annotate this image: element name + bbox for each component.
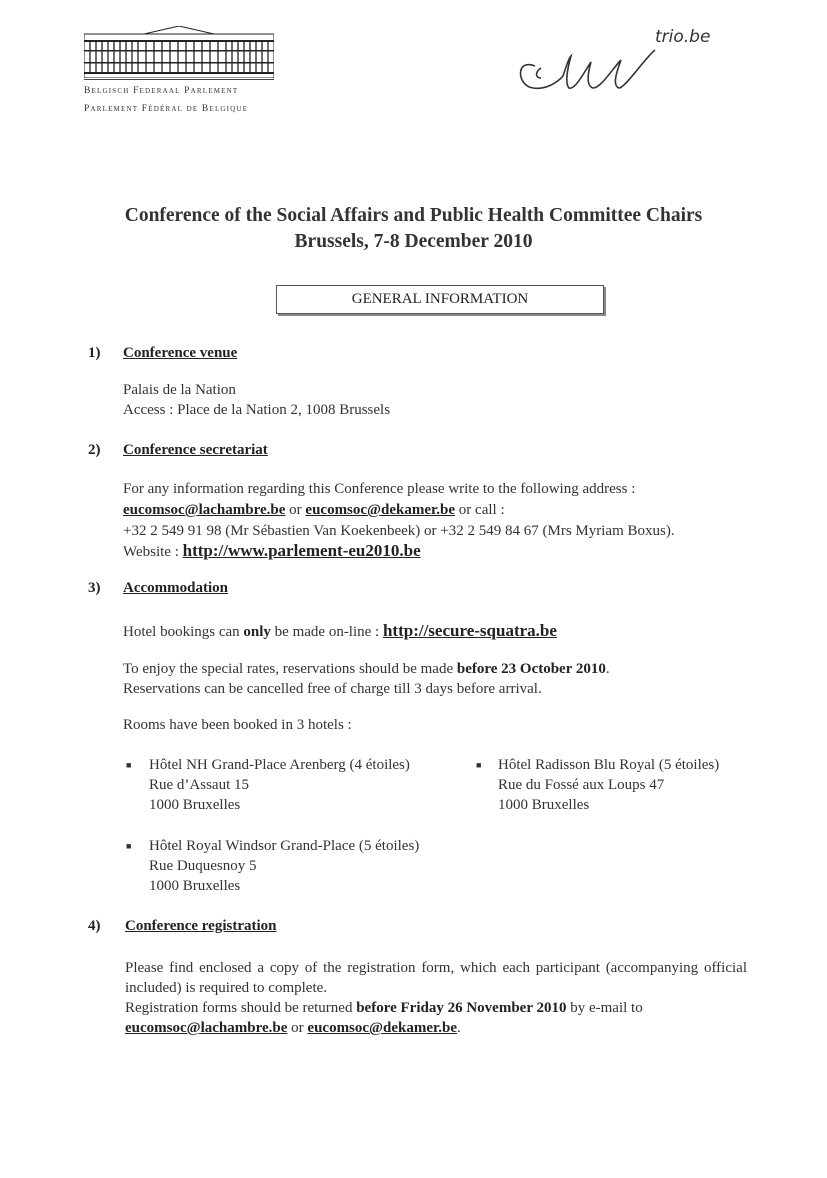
hotel-city: 1000 Bruxelles — [498, 797, 590, 813]
section-heading-accommodation: Accommodation — [123, 580, 228, 596]
registration-text-post: by e-mail to — [566, 1000, 643, 1016]
secretariat-phones: +32 2 549 91 98 (Mr Sébastien Van Koekenbeek) or +32 2 549 84 67 (Mrs Myriam Boxus). — [123, 523, 675, 539]
rates-text: To enjoy the special rates, reservations should be made — [123, 661, 457, 677]
registration-text: Registration forms should be returned — [125, 1000, 357, 1016]
section-number: 4) — [88, 918, 101, 934]
website-label: Website : — [123, 544, 183, 560]
bullet-icon: ■ — [126, 760, 132, 770]
venue-name: Palais de la Nation — [123, 382, 236, 398]
registration-deadline-info — [125, 998, 747, 1038]
hotel-city: 1000 Bruxelles — [149, 878, 241, 894]
registration-end: . — [457, 1020, 461, 1036]
booking-link[interactable]: http://secure-squatra.be — [382, 621, 557, 640]
rates-deadline: before 23 October 2010 — [456, 661, 606, 677]
section-heading-venue: Conference venue — [123, 345, 238, 361]
hotel-street: Rue du Fossé aux Loups 47 — [498, 777, 665, 793]
or-call-text: or call : — [455, 502, 505, 518]
hotel-name: Hôtel Radisson Blu Royal (5 étoiles) — [498, 757, 720, 773]
hotel-name: Hôtel NH Grand-Place Arenberg (4 étoiles) — [149, 757, 410, 773]
booking-only: only — [243, 624, 271, 640]
document-title: Conference of the Social Affairs and Public Health Committee Chairs — [124, 205, 703, 226]
email-link-lachambre[interactable]: eucomsoc@lachambre.be — [123, 502, 286, 518]
email-link-lachambre[interactable]: eucomsoc@lachambre.be — [125, 1020, 288, 1036]
secretariat-intro: For any information regarding this Conference please write to the following address : — [123, 481, 636, 497]
email-link-dekamer[interactable]: eucomsoc@dekamer.be — [307, 1020, 458, 1036]
email-link-dekamer[interactable]: eucomsoc@dekamer.be — [305, 502, 456, 518]
booking-text-mid: be made on-line : — [270, 624, 383, 640]
hotel-name: Hôtel Royal Windsor Grand-Place (5 étoiles) — [149, 838, 420, 854]
cancellation-info: Reservations can be cancelled free of charge till 3 days before arrival. — [123, 681, 542, 697]
hotel-street: Rue Duquesnoy 5 — [149, 858, 257, 874]
secretariat-emails — [123, 500, 505, 520]
hotel-street: Rue d’Assaut 15 — [149, 777, 249, 793]
rooms-info: Rooms have been booked in 3 hotels : — [123, 717, 352, 733]
booking-text: Hotel bookings can — [123, 624, 244, 640]
registration-deadline: before Friday 26 November 2010 — [356, 1000, 567, 1016]
bullet-icon: ■ — [476, 760, 482, 770]
trio-logo-text: trio.be — [655, 27, 711, 47]
or-text: or — [287, 1020, 308, 1036]
venue-access: Access : Place de la Nation 2, 1008 Brussels — [123, 402, 391, 418]
parliament-name-nl: Belgisch Federaal Parlement — [84, 86, 239, 96]
website-link[interactable]: http://www.parlement-eu2010.be — [182, 541, 421, 560]
booking-info — [123, 621, 557, 642]
hotel-city: 1000 Bruxelles — [149, 797, 241, 813]
secretariat-website — [123, 541, 421, 562]
section-heading-secretariat: Conference secretariat — [123, 442, 268, 458]
parliament-building-logo — [84, 26, 274, 78]
general-information-box: GENERAL INFORMATION — [276, 285, 604, 314]
bullet-icon: ■ — [126, 841, 132, 851]
registration-form-info: Please find enclosed a copy of the registration form, which each participant (accompanying official included) is required to complete. — [125, 960, 747, 996]
or-text: or — [285, 502, 306, 518]
section-number: 2) — [88, 442, 101, 458]
parliament-name-fr: Parlement Fédéral de Belgique — [84, 104, 249, 114]
rates-info — [123, 659, 610, 679]
rates-end: . — [605, 661, 610, 677]
header-divider — [84, 79, 274, 80]
document-subtitle: Brussels, 7-8 December 2010 — [294, 231, 533, 252]
section-number: 1) — [88, 345, 101, 361]
section-number: 3) — [88, 580, 101, 596]
eu-script-logo — [505, 28, 675, 98]
section-heading-registration: Conference registration — [125, 918, 277, 934]
